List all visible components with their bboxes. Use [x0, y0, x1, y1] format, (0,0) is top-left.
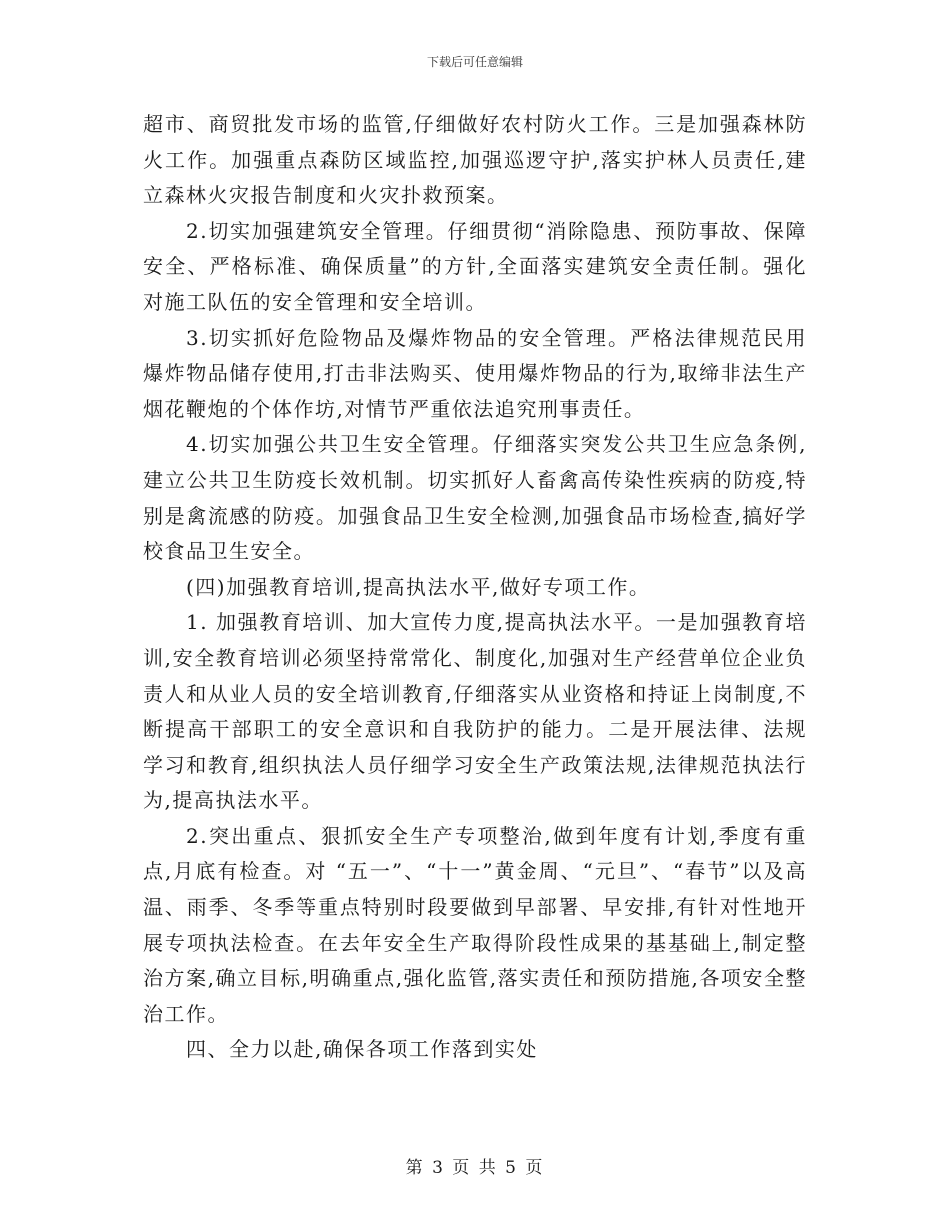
paragraph-public-health: 4.切实加强公共卫生安全管理。仔细落实突发公共卫生应急条例,建立公共卫生防疫长效机制。切实抓好人畜禽高传染性疾病的防疫,特别是禽流感的防疫。加强食品卫生安全检测,加强食品市场检查,搞好学校食品卫生安全。: [143, 432, 807, 564]
paragraph-hazardous-materials: 3.切实抓好危险物品及爆炸物品的安全管理。严格法律规范民用爆炸物品储存使用,打击非法购买、使用爆炸物品的行为,取缔非法生产烟花鞭炮的个体作坊,对情节严重依法追究刑事责任。: [143, 325, 807, 421]
section-heading-four: 四、全力以赴,确保各项工作落到实处: [186, 1037, 538, 1062]
page-header: 下载后可任意编辑: [426, 55, 523, 69]
paragraph-training: 1. 加强教育培训、加大宣传力度,提高执法水平。一是加强教育培训,安全教育培训必须坚持常常化、制度化,加强对生产经营单位企业负责人和从业人员的安全培训教育,仔细落实从业资格和持证上岗制度,不断提高干部职工的安全意识和自我防护的能力。二是开展法律、法规学习和教育,组织执法人员仔细学习安全生产政策法规,法律规范执法行为,提高执法水平。: [143, 610, 807, 813]
page-footer: 第 3 页 共 5 页: [405, 1158, 545, 1178]
section-heading-education: (四)加强教育培训,提高执法水平,做好专项工作。: [186, 574, 651, 599]
paragraph-special-rectification: 2.突出重点、狠抓安全生产专项整治,做到年度有计划,季度有重点,月底有检查。对 “五一”、“十一”黄金周、“元旦”、“春节”以及高温、雨季、冬季等重点特别时段要做到早部署、早安排,有针对性地开展专项执法检查。在去年安全生产取得阶段性成果的基基础上,制定整治方案,确立目标,明确重点,强化监管,落实责任和预防措施,各项安全整治工作。: [143, 823, 807, 1026]
paragraph-continuation: 超市、商贸批发市场的监管,仔细做好农村防火工作。三是加强森林防火工作。加强重点森防区域监控,加强巡逻守护,落实护林人员责任,建立森林火灾报告制度和火灾扑救预案。: [143, 112, 807, 208]
document-body: [143, 107, 807, 1068]
paragraph-building-safety: 2.切实加强建筑安全管理。仔细贯彻“消除隐患、预防事故、保障安全、严格标准、确保质量”的方针,全面落实建筑安全责任制。强化对施工队伍的安全管理和安全培训。: [143, 218, 807, 314]
